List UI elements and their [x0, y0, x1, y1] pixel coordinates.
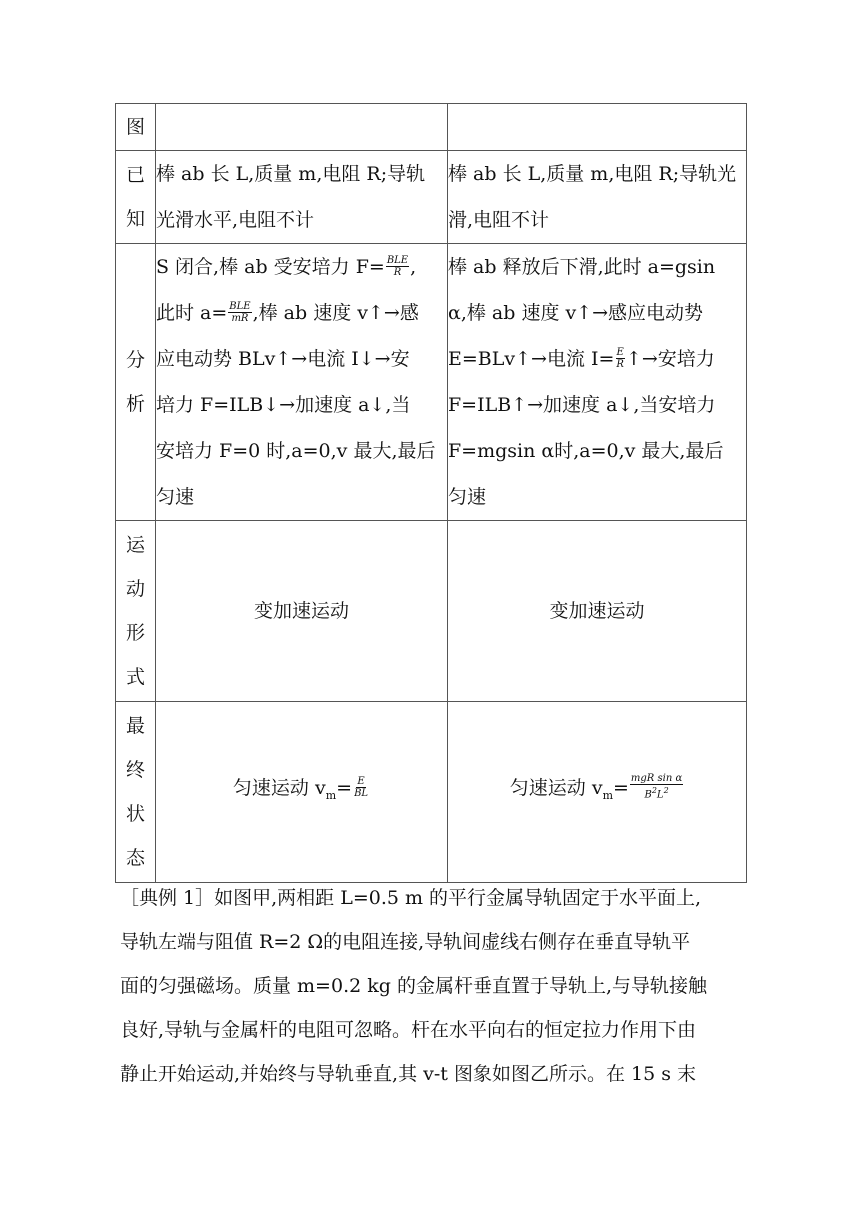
analysis-left-line-2: 此时 a= $\frac{\text{BLE}}{mR}$ ,棒 ab 速度 v↑→感 [156, 300, 419, 324]
fraction-ble-over-mr: $\frac{\text{BLE}}{mR}$ [229, 300, 251, 324]
fraction-ble-over-r: $\frac{\text{BLE}}{R}$ [386, 254, 409, 278]
example-line-2: 导轨左端与阻值 R=2 Ω的电阻连接,导轨间虚线右侧存在垂直导轨平 [120, 931, 691, 953]
fraction-e-over-r: $\frac{E}{R}$ [616, 346, 624, 370]
fraction-mgr-sin-over-b2l2: $\frac{\text{mgR sin α}}{B^2L^2}$ [630, 773, 683, 801]
example-line-4: 良好,导轨与金属杆的电阻可忽略。杆在水平向右的恒定拉力作用下由 [120, 1019, 697, 1041]
table-row-known [116, 151, 747, 244]
final-cell-right: 匀速运动 $v_m=$ $\frac{\text{mgR sin α}}{B^2L^2}$ [448, 702, 747, 883]
comparison-table [115, 103, 747, 883]
table-row-motion [116, 521, 747, 702]
analysis-cell-left: S 闭合,棒 ab 受安培力 F= $\frac{\text{BLE}}{R}$ , 此时 a= $\frac{\text{BLE}}{mR}$ ,棒 ab 速度 v↑→感 应电动势 BLv↑→电流 I↓→安 培力 F=ILB↓→加速度 a↓,当 安培力 F=0 时,a=0,v 最大,最后 匀速 [156, 244, 448, 521]
row-head-known: 已 知 [116, 151, 156, 244]
row-head-final: 最 终 状 态 [116, 702, 156, 883]
example-line-1: ［典例 1］如图甲,两相距 L=0.5 m 的平行金属导轨固定于水平面上, [120, 887, 702, 909]
final-cell-left: 匀速运动 $v_m=$ $\frac{E}{BL}$ [156, 702, 448, 883]
example-line-3: 面的匀强磁场。质量 m=0.2 kg 的金属杆垂直置于导轨上,与导轨接触 [120, 975, 707, 997]
row-head-motion: 运 动 形 式 [116, 521, 156, 702]
analysis-right-line-3: E=BLv↑→电流 I= $\frac{E}{R}$ ↑→安培力 [448, 346, 715, 370]
table-row-analysis [116, 244, 747, 521]
figure-cell-right [448, 104, 747, 151]
example-line-5: 静止开始运动,并始终与导轨垂直,其 v-t 图象如图乙所示。在 15 s 末 [120, 1063, 696, 1085]
example-paragraph [120, 876, 746, 1096]
figure-cell-left [156, 104, 448, 151]
motion-cell-right: 变加速运动 [448, 521, 747, 702]
row-head-figure: 图 [116, 104, 156, 151]
fraction-e-over-bl: $\frac{E}{BL}$ [354, 775, 369, 799]
table-row-final [116, 702, 747, 883]
analysis-left-line-1: S 闭合,棒 ab 受安培力 F= $\frac{\text{BLE}}{R}$ , [156, 254, 417, 278]
table-row-figure [116, 104, 747, 151]
known-cell-right: 棒 ab 长 L,质量 m,电阻 R;导轨光 滑,电阻不计 [448, 151, 747, 244]
analysis-cell-right: 棒 ab 释放后下滑,此时 a=gsin α,棒 ab 速度 v↑→感应电动势 E=BLv↑→电流 I= $\frac{E}{R}$ ↑→安培力 F=ILB↑→加速度 a↓,当安培力 F=mgsin α时,a=0,v 最大,最后 匀速 [448, 244, 747, 521]
row-head-analysis: 分 析 [116, 244, 156, 521]
motion-cell-left: 变加速运动 [156, 521, 448, 702]
known-cell-left: 棒 ab 长 L,质量 m,电阻 R;导轨 光滑水平,电阻不计 [156, 151, 448, 244]
